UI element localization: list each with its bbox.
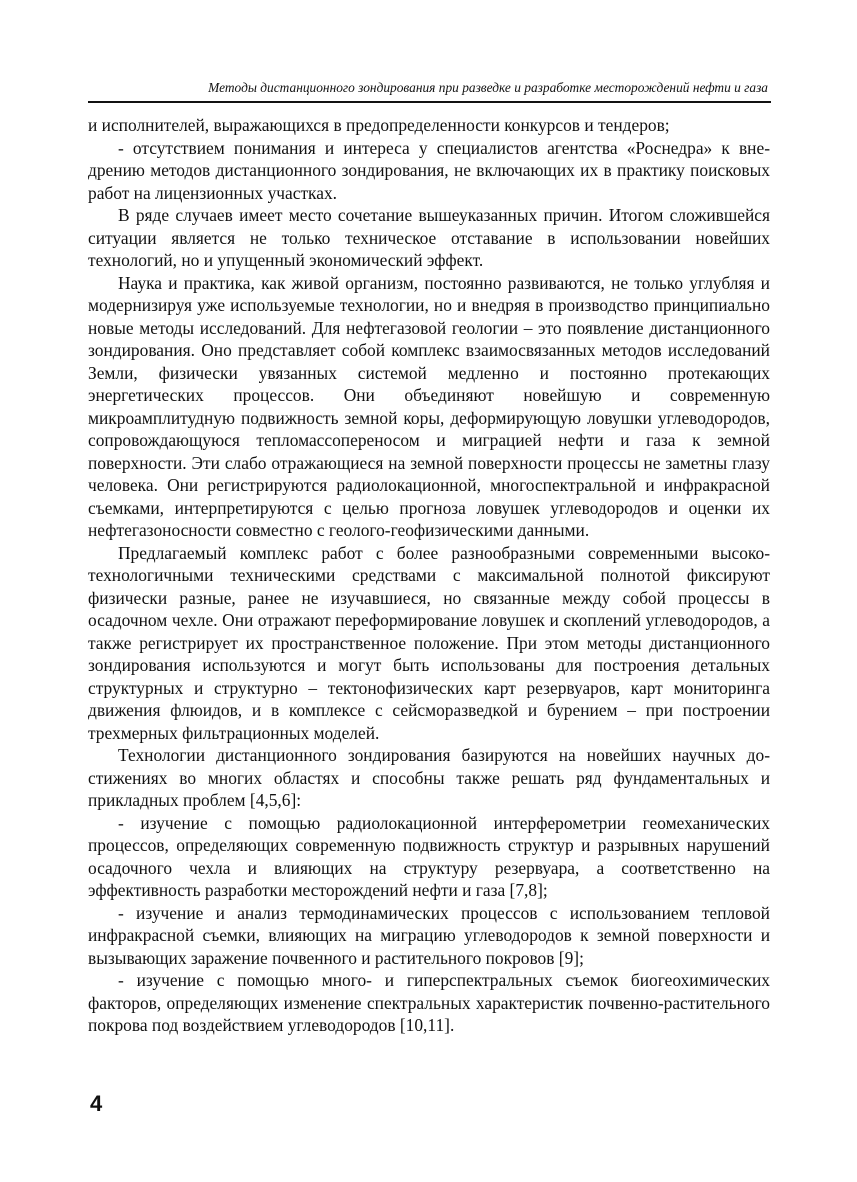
body-text bbox=[88, 114, 770, 1037]
header-rule bbox=[88, 101, 771, 103]
paragraph: Технологии дистанционного зондирования базируются на новейших научных достижениях во многих областях и способны также решать ряд фундаментальных и прикладных проблем [4,5,6]: bbox=[88, 745, 770, 810]
paragraph-list-item: - отсутствием понимания и интереса у специалистов агентства «Роснедра» к внедрению методов дистанционного зондирования, не включающих их в практику поисковых работ на лицензионных участках. bbox=[88, 137, 770, 203]
paragraph-list-item: - изучение с помощью много- и гиперспектральных съемок биогеохимических факторов, определяющих изменение спектральных характеристик почвенно-растительного покрова под воздействием углеводородов [10,11]. bbox=[88, 970, 770, 1035]
page-number: 4 bbox=[90, 1091, 103, 1116]
running-head: Методы дистанционного зондирования при разведке и разработке месторождений нефти и газа bbox=[208, 80, 768, 95]
paragraph: Предлагаемый комплекс работ с более разнообразными современными высокотехнологичными техническими средствами с максимальной полнотой фиксируют физически разные, ранее не изучавшиеся, но связанные между собой процессы в осадочном чехле. Они отражают переформирование ловушек и скоплений углеводородов, а также регистрирует их пространственное положение. При этом методы дистанционного зондирования используются и могут быть использованы для построения детальных структурных и структурно – тектонофизических карт резервуаров, карт мониторинга движения флюидов, и в комплексе с сейсморазведкой и бурением – при построении трехмерных фильтрационных моделей. bbox=[88, 542, 770, 743]
paragraph-list-item: - изучение и анализ термодинамических процессов с использованием тепловой инфракрасной съемки, влияющих на миграцию углеводородов к земной поверхности и вызывающих заражение почвенного и растительного покровов [9]; bbox=[88, 902, 770, 968]
paragraph: В ряде случаев имеет место сочетание вышеуказанных причин. Итогом сложившейся ситуации является не только техническое отставание в использовании новейших технологий, но и упущенный экономический эффект. bbox=[88, 205, 770, 270]
paragraph-list-item: - изучение с помощью радиолокационной интерферометрии геомеханических процессов, определяющих современную подвижность структур и разрывных нарушений осадочного чехла и влияющих на структуру резервуара, а соответственно на эффективность разработки месторождений нефти и газа [7,8]; bbox=[88, 812, 770, 900]
paragraph-continuation: и исполнителей, выражающихся в предопределенности конкурсов и тендеров; bbox=[88, 115, 670, 135]
paragraph: Наука и практика, как живой организм, постоянно развиваются, не только углубляя и модернизируя уже используемые технологии, но и внедряя в производство принципиально новые методы исследований. Для нефтегазовой геологии – это появление дистанционного зондирования. Оно представляет собой комплекс взаимосвязанных методов исследований Земли, физически увязанных системой медленно и постоянно протекающих энергетических процессов. Они объединяют новейшую и современную микроамплитудную подвижность земной коры, деформирующую ловушки углеводородов, сопровождающуюся тепломассопереносом и миграцией нефти и газа к земной поверхности. Эти слабо отражающиеся на земной поверхности процессы не заметны глазу человека. Они регистрируются радиолокационной, многоспектральной и инфракрасной съемками, интерпретируются с целью прогноза ловушек углеводородов и оценки их нефтегазоносности совместно с геолого-геофизическими данными. bbox=[88, 272, 770, 540]
